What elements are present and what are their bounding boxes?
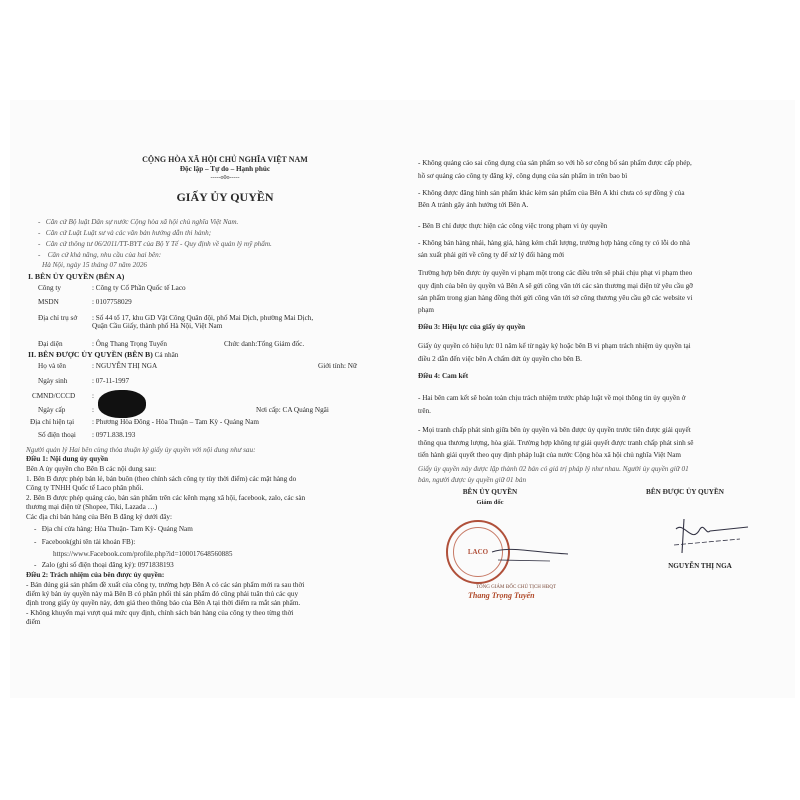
- clause-line: - Không quảng cáo sai công dụng của sản phẩm so với hồ sơ công bố sản phẩm được cấp phép,: [418, 159, 692, 167]
- b-row-label: Ngày sinh: [38, 377, 68, 385]
- clause-line: Trường hợp bên được ủy quyền vi phạm một trong các điều trên sẽ phải chịu phạt vi phạm theo: [418, 269, 693, 277]
- issued-by: Nơi cấp: CA Quảng Ngãi: [256, 406, 329, 414]
- section-b-note: Cá nhân: [154, 351, 179, 359]
- a-row-label: Đại diện: [38, 340, 63, 348]
- a-position: Chức danh:Tổng Giám đốc.: [224, 340, 305, 348]
- b-row-value: :: [92, 406, 94, 414]
- article-4-line: - Mọi tranh chấp phát sinh giữa bên ủy quyền và bên được ủy quyền trước tiên được giải quyết: [418, 426, 691, 434]
- b-row-label: Ngày cấp: [38, 406, 66, 414]
- party-a-signature: [490, 540, 570, 570]
- facebook-link[interactable]: https://www.Facebook.com/profile.php?id=100017648560885: [53, 550, 233, 558]
- document-title: GIẤY ỦY QUYỀN: [176, 190, 274, 204]
- a-row-label: Công ty: [38, 284, 61, 292]
- basis-text: Căn cứ thông tư 06/2011/TT-BYT của Bộ Y Tế - Quy định về quản lý mỹ phẩm.: [45, 240, 272, 248]
- party-a-sign-title: BÊN ỦY QUYỀN: [462, 488, 518, 496]
- basis-text: Căn cứ Bộ luật Dân sự nước Cộng hòa xã hội chủ nghĩa Việt Nam.: [45, 218, 239, 226]
- b-row: [30, 392, 94, 401]
- store-list-text: Địa chỉ cửa hàng: Hòa Thuận- Tam Kỳ- Quảng Nam: [41, 525, 193, 533]
- article-3-line: điều 2 dẫn đến việc bên A chấm dứt ủy quyền cho bên B.: [418, 355, 582, 363]
- stamp-text: LACO: [467, 548, 489, 556]
- party-a-role: Giám đốc: [476, 499, 504, 506]
- article-4-line: tiến hành giải quyết theo quy định pháp luật của nước Cộng hòa xã hội chủ nghĩa Việt Nam: [418, 451, 682, 459]
- clause-line: sản phẩm trong gian hàng đồng thời gửi công văn tới sở công thương yêu cầu gỡ các website vi: [418, 294, 693, 302]
- section-b-title: II. BÊN ĐƯỢC ỦY QUYỀN (BÊN B): [28, 350, 153, 359]
- a-row: [30, 298, 132, 307]
- stamp-caption: TỔNG GIÁM ĐỐC CHỦ TỊCH HĐQT: [476, 585, 557, 590]
- b-row-label: Địa chỉ hiện tại: [30, 418, 75, 426]
- store-list-item: - Facebook(ghi tên tài khoản FB):: [34, 538, 136, 546]
- a-row-label: Địa chỉ trụ sở: [38, 314, 78, 322]
- a-row-value: : Số 44 tổ 17, khu GD Vật Công Quân đội, phố Mai Dịch, phường Mai Dịch,: [92, 314, 314, 322]
- a-row: [30, 340, 167, 349]
- b-row: [30, 406, 94, 415]
- article-2-line: định trong giấy ủy quyền này, đơn giá theo thông báo của Bên A tại thời điểm ra mắt sản phẩm.: [26, 599, 301, 607]
- article-2-line: điểm ký bản ủy quyền này mà Bên B có phân phối thì sản phẩm đó cũng phải tuân thủ các quy: [26, 590, 299, 598]
- article-4-heading: Điều 4: Cam kết: [418, 372, 469, 380]
- basis-text: Căn cứ khả năng, nhu cầu của hai bên:: [47, 251, 162, 259]
- clause-line: phạm: [418, 306, 434, 314]
- article-2-line: - Không khuyến mại vượt quá mức quy định, chính sách bán hàng của công ty theo từng thời: [26, 609, 294, 617]
- party-b-sign-title: BÊN ĐƯỢC ỦY QUYỀN: [646, 488, 724, 496]
- b-row-value: : 0971.838.193: [92, 431, 136, 439]
- clause-line: hồ sơ quảng cáo công ty đăng ký, công dụng của sản phẩm in trên bao bì: [418, 172, 628, 180]
- party-a-name: Thang Trọng Tuyến: [468, 591, 535, 600]
- a-row-value: : Ông Thang Trọng Tuyến: [92, 340, 167, 348]
- a-row-value: Quận Cầu Giấy, thành phố Hà Nội, Việt Nam: [92, 322, 223, 330]
- article-2-heading: Điều 2: Trách nhiệm của bên được ủy quyền:: [26, 571, 165, 579]
- agreement-line: Người quản lý Hai bên cùng thỏa thuận ký giấy ủy quyền với nội dung như sau:: [26, 446, 256, 454]
- clause-line: - Bên B chỉ được thực hiện các công việc trong phạm vi ủy quyền: [418, 222, 608, 230]
- basis-item: - Căn cứ thông tư 06/2011/TT-BYT của Bộ Y Tế - Quy định về quản lý mỹ phẩm.: [38, 240, 272, 248]
- b-row-value: : NGUYỄN THỊ NGA: [92, 362, 158, 370]
- clause-line: - Không bán hàng nhái, hàng giả, hàng kém chất lượng, trường hợp hàng công ty có lỗi do nhà: [418, 239, 690, 247]
- store-list-text: Facebook(ghi tên tài khoản FB):: [41, 538, 136, 546]
- b-row: [30, 377, 129, 386]
- b-row: [30, 431, 135, 440]
- article-1-heading: Điều 1: Nội dung ủy quyền: [26, 455, 109, 463]
- party-b-signature: [670, 515, 750, 555]
- clause-line: quy định của bên ủy quyền và Bên A sẽ gửi công văn tới các sàn thương mại điện tử yêu cầu gỡ: [418, 282, 693, 290]
- motto: Độc lập – Tự do – Hạnh phúc: [179, 165, 271, 173]
- a-row: [30, 322, 222, 331]
- article-1-line: 2. Bên B được phép quảng cáo, bán sản phẩm trên các kênh mạng xã hội, facebook, zalo, các sàn: [26, 494, 306, 502]
- article-2-line: điểm: [26, 618, 41, 626]
- article-1-line: thương mại điện tử (Shopee, Tiki, Lazada …): [26, 503, 158, 511]
- section-b-heading: [28, 350, 178, 360]
- article-1-line: Công ty TNHH Quốc tế Laco phân phối.: [26, 484, 144, 492]
- article-1-line: Các địa chỉ bán hàng của Bên B đăng ký dưới đây:: [26, 513, 173, 521]
- b-row-value: :: [92, 392, 94, 400]
- article-4-line: trên.: [418, 407, 431, 415]
- section-a-heading: I. BÊN ỦY QUYỀN (BÊN A): [28, 272, 125, 281]
- redaction-mark: [98, 390, 146, 418]
- b-row-label: Số điện thoại: [38, 431, 76, 439]
- clause-line: Bên A tránh gây ảnh hưởng tới Bên A.: [418, 201, 529, 209]
- article-1-line: Bên A ủy quyền cho Bên B các nội dung sau:: [26, 465, 157, 473]
- store-list-item: - Zalo (ghi số điện thoại đăng ký): 0971838193: [34, 561, 174, 569]
- a-row-value: : Công ty Cổ Phần Quốc tế Laco: [92, 284, 186, 292]
- a-row: [30, 284, 186, 293]
- article-3-heading: Điều 3: Hiệu lực của giấy ủy quyền: [418, 323, 526, 331]
- a-row-value: : 0107758029: [92, 298, 132, 306]
- closing-line: Giấy ủy quyền này được lập thành 02 bản có giá trị pháp lý như nhau. Người ủy quyền giữ 01: [418, 465, 689, 473]
- basis-item: - Căn cứ khả năng, nhu cầu của hai bên:: [38, 251, 162, 259]
- basis-item: - Căn cứ Luật Luật sư và các văn bản hướng dẫn thi hành;: [38, 229, 212, 237]
- national-header: CỘNG HÒA XÃ HỘI CHỦ NGHĨA VIỆT NAM: [142, 155, 308, 164]
- b-row-label: Họ và tên: [38, 362, 66, 370]
- b-row: [30, 418, 259, 427]
- article-4-line: - Hai bên cam kết sẽ hoàn toàn chịu trách nhiệm trước pháp luật về mọi thông tin ủy quyền ở: [418, 394, 686, 402]
- clause-line: - Không được đăng hình sản phẩm khác kèm sản phẩm của Bên A khi chưa có sự đồng ý của: [418, 189, 685, 197]
- article-2-line: - Bán đúng giá sản phẩm đề xuất của công ty, trường hợp Bên A có các sản phẩm mới ra sau thời: [26, 581, 305, 589]
- party-b-name: NGUYỄN THỊ NGA: [668, 562, 732, 570]
- separator: -----o0o-----: [210, 175, 240, 181]
- b-row: [30, 362, 157, 371]
- article-3-line: Giấy ủy quyền có hiệu lực 01 năm kể từ ngày ký hoặc bên B vi phạm trách nhiệm ủy quyền tại: [418, 342, 691, 350]
- b-row-value: : Phương Hòa Đông - Hòa Thuận – Tam Kỳ - Quảng Nam: [92, 418, 260, 426]
- article-1-line: 1. Bên B được phép bán lẻ, bán buôn (theo chính sách công ty tùy thời điểm) các mặt hàng do: [26, 475, 297, 483]
- store-list-text: Zalo (ghi số điện thoại đăng ký): 0971838193: [41, 561, 174, 569]
- basis-item: - Căn cứ Bộ luật Dân sự nước Cộng hòa xã hội chủ nghĩa Việt Nam.: [38, 218, 239, 226]
- b-row-value: : 07-11-1997: [92, 377, 130, 385]
- b-row-label: CMND/CCCD: [32, 392, 76, 400]
- date-line: Hà Nội, ngày 15 tháng 07 năm 2026: [42, 261, 148, 269]
- article-4-line: thông qua thương lượng, hòa giải. Trường hợp không tự giải quyết được tranh chấp phát sinh sẽ: [418, 439, 694, 447]
- closing-line: bản, người được ủy quyền giữ 01 bản: [418, 476, 527, 484]
- basis-text: Căn cứ Luật Luật sư và các văn bản hướng dẫn thi hành;: [45, 229, 212, 237]
- a-row-label: MSDN: [38, 298, 59, 306]
- gender: Giới tính: Nữ: [318, 362, 357, 370]
- clause-line: sản xuất phải gửi về công ty để xử lý đổi hàng mới: [418, 251, 565, 259]
- store-list-item: - Địa chỉ cửa hàng: Hòa Thuận- Tam Kỳ- Quảng Nam: [34, 525, 193, 533]
